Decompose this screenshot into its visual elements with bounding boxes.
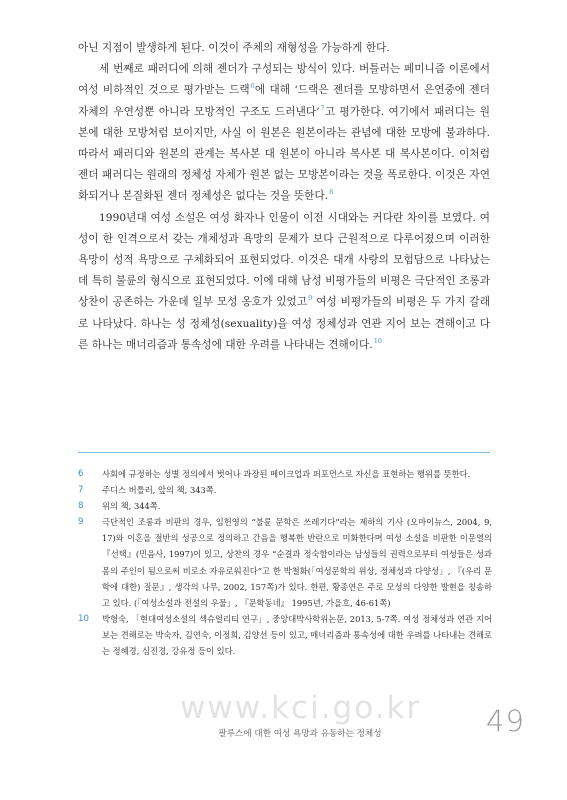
footnote-ref-6[interactable]: 6 [250,82,255,91]
footnote-item [78,498,492,514]
footnote-text: 박형숙, 「현대여성소설의 섹슈얼리티 연구」, 중앙대박사학위논문, 2013, 5-7쪽. 여성 정체성과 연관 지어 보는 견해로는 박숙자, 김연숙, 이정희, 김양선 등이 있고, 매너리즘과 통속성에 대한 우려를 나타내는 견해로는 정혜경, 심진경, 강유정 등이 있다. [102,613,492,657]
paragraph-3 [78,208,490,356]
paragraph-2-text-a: 세 번째로 패러디에 의해 젠더가 구성되는 방식이 있다. 버틀러는 페미니즘 이론에서 여성 비하적인 것으로 평가받는 드랙 [78,63,490,97]
footnote-number: 7 [78,485,84,496]
paragraph-3-text-b: 여성 비평가들의 비평은 두 가지 갈래로 나타났다. 하나는 성 정체성(sexuality)을 여성 정체성과 연관 지어 보는 견해이고 다른 하나는 매너리즘과 통속성에 대한 우려를 나타내는 견해이다. [78,296,490,351]
footnote-text: 극단적인 조롱과 비판의 경우, 임헌영의 “불륜 문학은 쓰레기다”라는 제하의 기사 (오마이뉴스, 2004, 9, 17)와 이혼을 절반의 성공으로 정의하고 간음을 행복한 반란으로 미화한다며 여성 소설을 비판한 이문열의 『선택』(민음사, 1997)이 있고, 상찬의 경우 “순결과 정숙함이라는 남성들의 권력으로부터 여성들은 성과 몸의 주인이 됨으로써 비로소 자유로워진다”고 한 박철화(「여성문학의 위상, 정체성과 다양성」, 『(우리 문학에 대한) 질문』, 생각의 나무, 2002, 157쪽)가 있다. 한편, 황종연은 주로 모성의 다양한 발현을 칭송하고 있다. (「여성소설과 전설의 우물」, 『문학동네』 1995년, 가을호, 46-61쪽) [102,517,492,608]
footnote-number: 9 [78,517,84,528]
footnote-number: 8 [78,501,84,512]
paragraph-1 [78,38,490,59]
footnote-ref-10[interactable]: 10 [373,336,383,345]
paragraph-2-text-b: 에 대해 ‘드랙은 젠더를 모방하면서 은연중에 젠더 자체의 우연성뿐 아니라 모방적인 구조도 드러낸다’ [78,84,490,118]
body-text [78,38,490,356]
footnote-ref-7[interactable]: 7 [320,103,325,112]
paragraph-2-text-c: 고 평가한다. 여기에서 패러디는 원본에 대한 모방처럼 보이지만, 사실 이 원본은 원본이라는 관념에 대한 모방에 불과하다. 따라서 패러디와 원본의 관계는 복사본 대 원본이 아니라 복사본 대 복사본이다. 이처럼 젠더 패러디는 원래의 정체성 자체가 원본 없는 모방본이라는 것을 폭로한다. 이것은 자연화되거나 본질화된 젠더 정체성은 없다는 것을 뜻한다. [78,105,490,203]
footnote-ref-9[interactable]: 9 [308,294,313,303]
footnote-text: 주디스 버틀러, 앞의 책, 343쪽. [102,485,217,496]
page-number: 49 [486,704,525,738]
footnote-text: 사회에 규정하는 성별 정의에서 벗어나 과장된 메이크업과 퍼포먼스로 자신을 표현하는 행위를 뜻한다. [102,469,471,479]
footnote-text: 위의 책, 344쪽. [102,501,161,512]
footnote-divider [78,452,490,453]
footnote-item [78,466,492,482]
watermark: www.kci.go.kr [180,690,422,726]
footnote-ref-8[interactable]: 8 [329,188,334,197]
footnote-number: 10 [78,613,89,624]
footnote-item [78,482,492,498]
footnote-item [78,514,492,611]
paragraph-2 [78,59,490,207]
footnote-number: 6 [78,469,84,479]
footnote-item [78,611,492,659]
running-title: 팔루스에 대한 여성 욕망과 유동하는 정체성 [218,729,382,739]
footnotes [78,466,492,659]
paragraph-3-text-a: 1990년대 여성 소설은 여성 화자나 인물이 이전 시대와는 커다란 차이를 보였다. 여성이 한 인격으로서 갖는 개체성과 욕망의 문제가 보다 근원적으로 다루어졌으며 이러한 욕망이 성적 욕망으로 구체화되어 표현되었다. 이것은 대개 사랑의 모험담으로 나타났는데 특히 불륜의 형식으로 표현되었다. 이에 대해 남성 비평가들의 비평은 극단적인 조롱과 상찬이 공존하는 가운데 일부 모성 옹호가 있었고 [78,211,490,309]
paragraph-1-text: 아닌 지점이 발생하게 된다. 이것이 주체의 재형성을 가능하게 한다. [78,42,390,54]
